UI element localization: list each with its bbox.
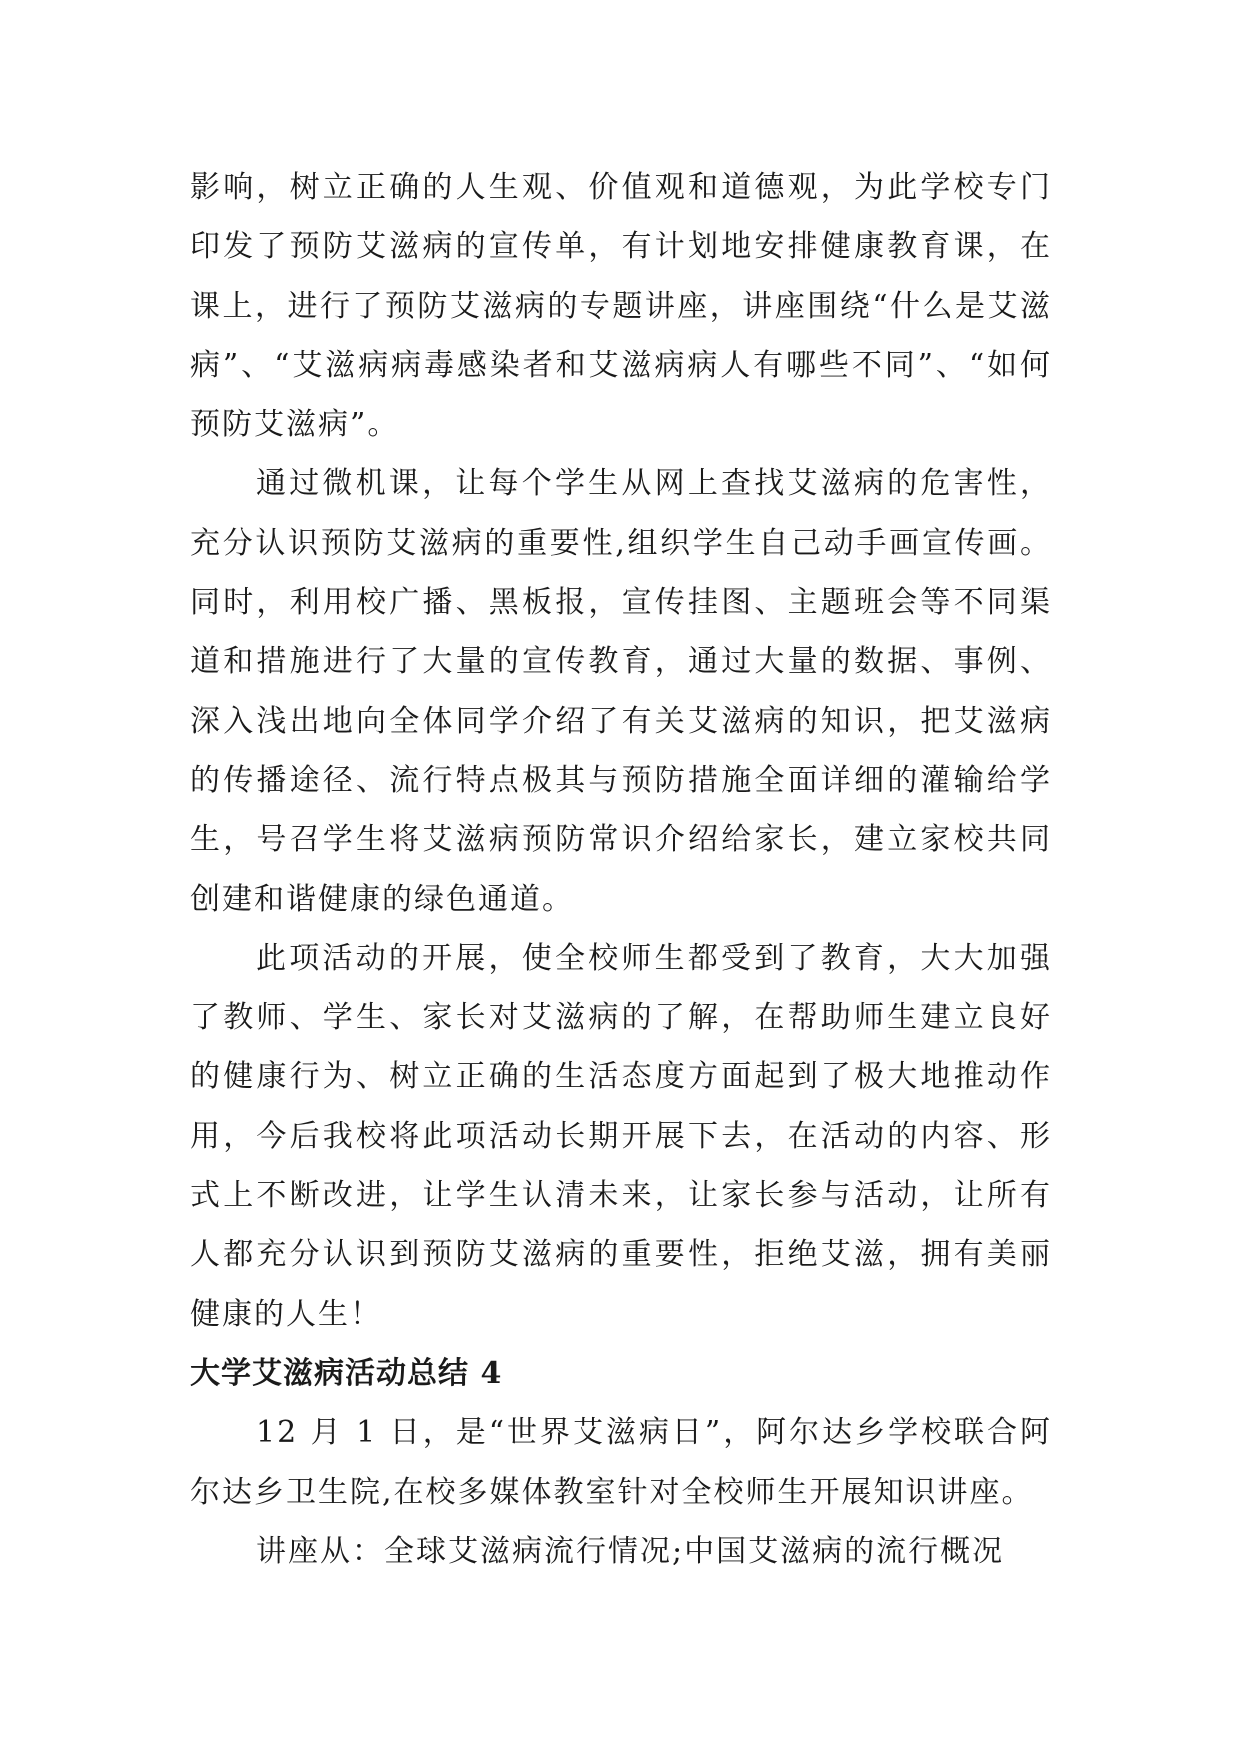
paragraph-world-aids-day: 12 月 1 日，是“世界艾滋病日”，阿尔达乡学校联合阿尔达乡卫生院,在校多媒体教室针对全校师生开展知识讲座。 [190,1415,1052,1510]
paragraph-lecture-topics: 讲座从：全球艾滋病流行情况;中国艾滋病的流行概况 [256,1533,1005,1569]
paragraph-computer-class: 通过微机课，让每个学生从网上查找艾滋病的危害性，充分认识预防艾滋病的重要性,组织学生自己动手画宣传画。同时，利用校广播、黑板报，宣传挂图、主题班会等不同渠道和措施进行了大量的宣传教育，通过大量的数据、事例、深入浅出地向全体同学介绍了有关艾滋病的知识，把艾滋病的传播途径、流行特点极其与预防措施全面详细的灌输给学生，号召学生将艾滋病预防常识介绍给家长，建立家校共同创建和谐健康的绿色通道。 [190,466,1052,917]
document-body [190,158,1052,1581]
paragraph-activity-outcome: 此项活动的开展，使全校师生都受到了教育，大大加强了教师、学生、家长对艾滋病的了解，在帮助师生建立良好的健康行为、树立正确的生活态度方面起到了极大地推动作用，今后我校将此项活动长期开展下去，在活动的内容、形式上不断改进，让学生认清未来，让家长参与活动，让所有人都充分认识到预防艾滋病的重要性，拒绝艾滋，拥有美丽健康的人生！ [190,940,1052,1332]
paragraph-continuation: 影响，树立正确的人生观、价值观和道德观，为此学校专门印发了预防艾滋病的宣传单，有计划地安排健康教育课，在课上，进行了预防艾滋病的专题讲座，讲座围绕“什么是艾滋病”、“艾滋病病毒感染者和艾滋病病人有哪些不同”、“如何预防艾滋病”。 [190,170,1052,443]
section-heading: 大学艾滋病活动总结 4 [190,1355,503,1391]
